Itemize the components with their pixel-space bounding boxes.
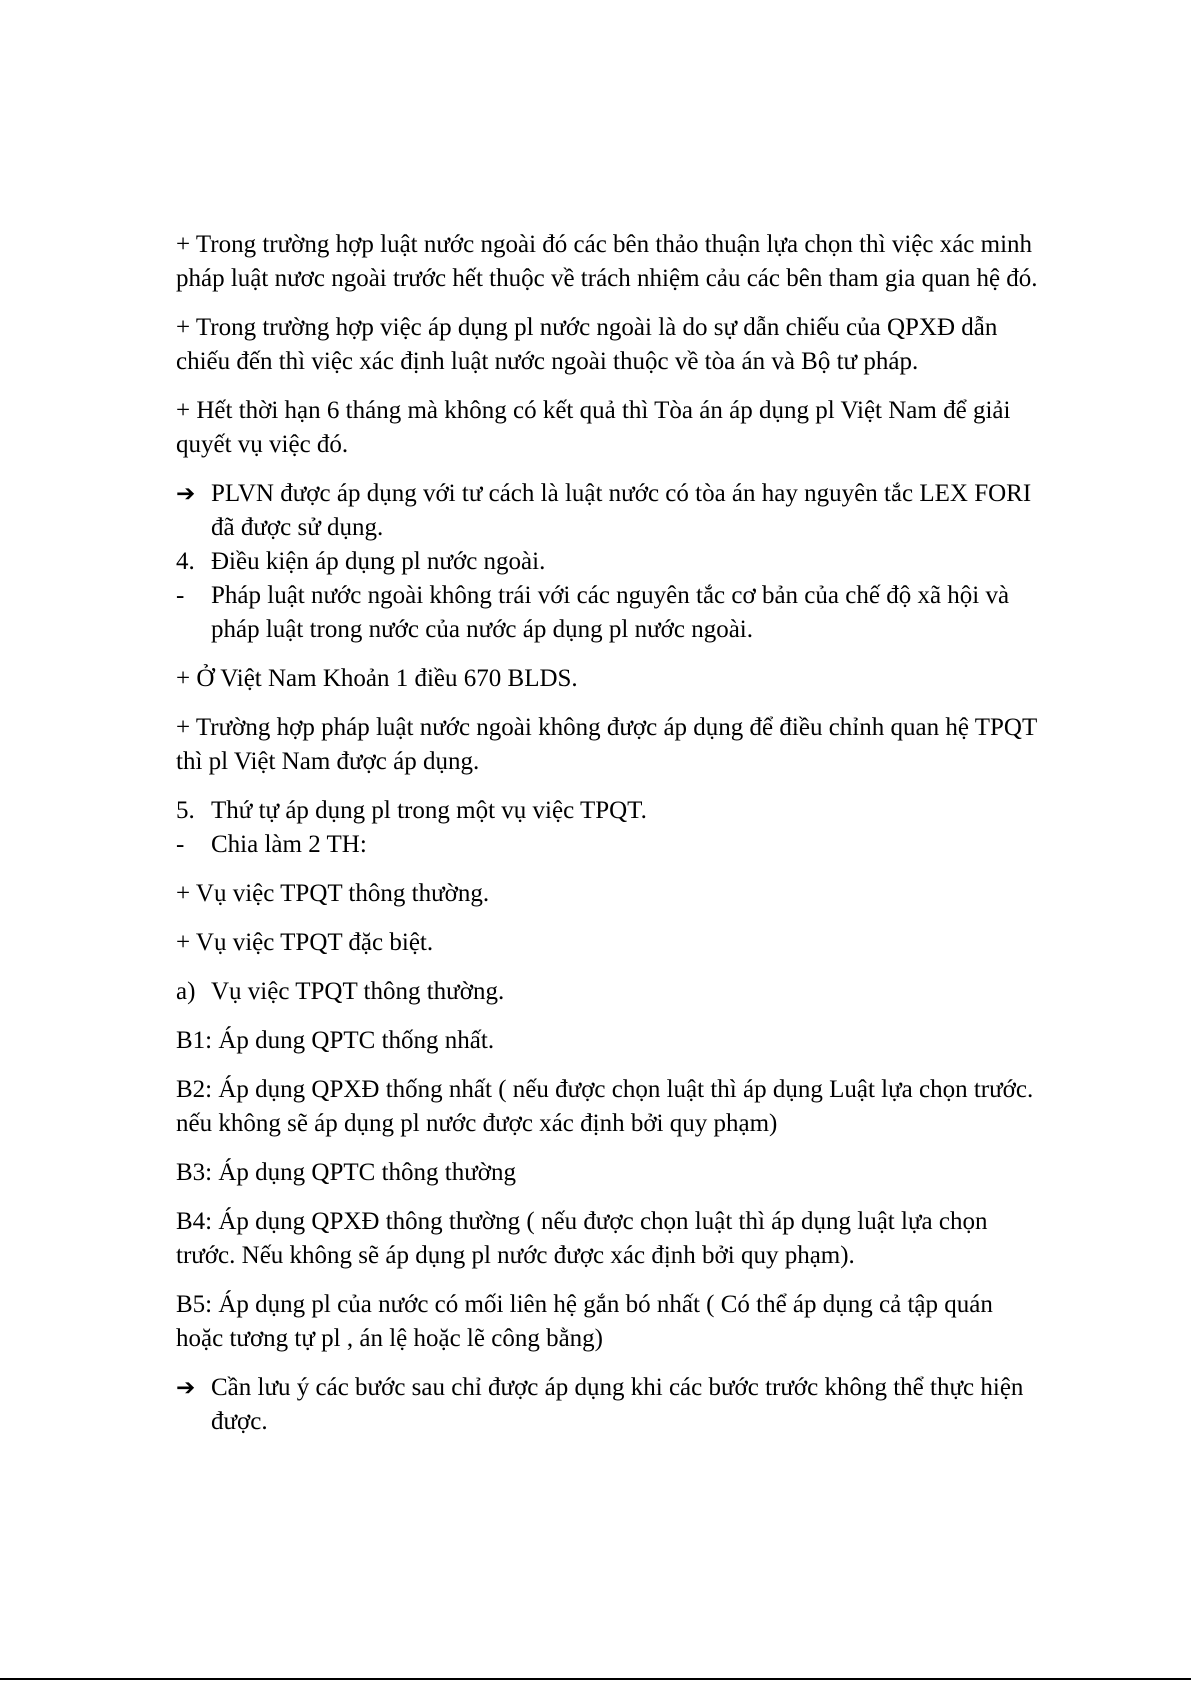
paragraph-2: + Trong trường hợp việc áp dụng pl nước ngoài là do sự dẫn chiếu của QPXĐ dẫn chiếu đến thì việc xác định luật nước ngoài thuộc về tòa án và Bộ tư pháp.: [176, 314, 998, 375]
numbered-item-4: [176, 545, 1046, 579]
paragraph-1: + Trong trường hợp luật nước ngoài đó các bên thảo thuận lựa chọn thì việc xác minh pháp luật nươc ngoài trước hết thuộc về trách nhiệm cảu các bên tham gia quan hệ đó.: [176, 231, 1038, 292]
dash-item-1-text: Pháp luật nước ngoài không trái với các nguyên tắc cơ bản của chế độ xã hội và pháp luật trong nước của nước áp dụng pl nước ngoài.: [211, 582, 1010, 643]
step-b4: B4: Áp dụng QPXĐ thông thường ( nếu được chọn luật thì áp dụng luật lựa chọn trước. Nếu không sẽ áp dụng pl nước được xác định bởi quy phạm).: [176, 1208, 988, 1269]
step-b3: B3: Áp dụng QPTC thông thường: [176, 1159, 516, 1186]
lettered-item-a-marker: a): [176, 978, 196, 1005]
dash-item-1: [176, 579, 1046, 647]
paragraph-5: + Trường hợp pháp luật nước ngoài không được áp dụng để điều chỉnh quan hệ TPQT thì pl Việt Nam được áp dụng.: [176, 714, 1037, 775]
document-body: [176, 228, 1046, 1439]
arrow-item-2-text: Cần lưu ý các bước sau chỉ được áp dụng khi các bước trước không thể thực hiện được.: [211, 1374, 1024, 1435]
step-b1: B1: Áp dung QPTC thống nhất.: [176, 1027, 495, 1054]
dash-item-2: [176, 828, 1046, 862]
arrow-item-2: [176, 1371, 1046, 1439]
lettered-item-a: [176, 975, 1046, 1009]
numbered-item-4-marker: 4.: [176, 548, 195, 575]
paragraph-7: + Vụ việc TPQT đặc biệt.: [176, 929, 434, 956]
paragraph-6: + Vụ việc TPQT thông thường.: [176, 880, 490, 907]
numbered-item-5-text: Thứ tự áp dụng pl trong một vụ việc TPQT.: [211, 797, 647, 824]
step-b2: B2: Áp dụng QPXĐ thống nhất ( nếu được chọn luật thì áp dụng Luật lựa chọn trước. nếu không sẽ áp dụng pl nước được xác định bởi quy phạm): [176, 1076, 1034, 1137]
dash-item-2-text: Chia làm 2 TH:: [211, 831, 367, 858]
numbered-item-4-text: Điều kiện áp dụng pl nước ngoài.: [211, 548, 546, 575]
dash-item-2-marker: -: [176, 831, 185, 858]
lettered-item-a-text: Vụ việc TPQT thông thường.: [211, 978, 505, 1005]
arrow-item-1: [176, 477, 1046, 545]
arrow-right-icon: ➔: [176, 1375, 196, 1401]
paragraph-3: + Hết thời hạn 6 tháng mà không có kết quả thì Tòa án áp dụng pl Việt Nam để giải quyết vụ việc đó.: [176, 397, 1011, 458]
arrow-item-1-text: PLVN được áp dụng với tư cách là luật nước có tòa án hay nguyên tắc LEX FORI đã được sử dụng.: [211, 480, 1032, 541]
numbered-item-5: [176, 794, 1046, 828]
bottom-divider: [0, 1678, 1191, 1680]
step-b5: B5: Áp dụng pl của nước có mối liên hệ gắn bó nhất ( Có thể áp dụng cả tập quán hoặc tương tự pl , án lệ hoặc lẽ công bằng): [176, 1291, 993, 1352]
arrow-right-icon: ➔: [176, 481, 196, 507]
paragraph-4: + Ở Việt Nam Khoản 1 điều 670 BLDS.: [176, 665, 578, 692]
dash-item-1-marker: -: [176, 582, 185, 609]
numbered-item-5-marker: 5.: [176, 797, 195, 824]
